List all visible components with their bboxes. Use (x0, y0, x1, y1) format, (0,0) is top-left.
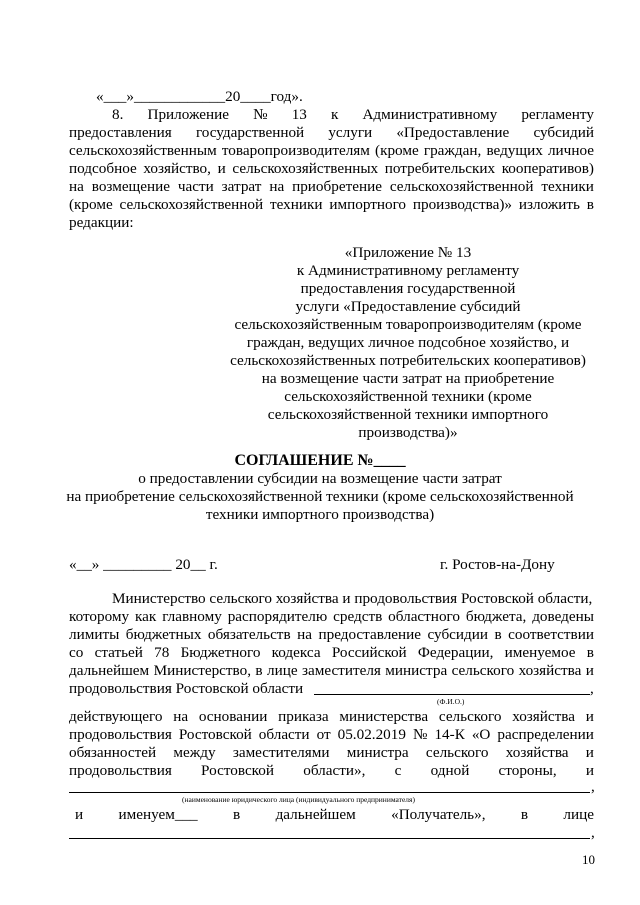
word: в (233, 806, 241, 823)
agreement-city: г. Ростов-на-Дону (440, 556, 555, 573)
word: министерства (339, 708, 429, 725)
appendix-header-line: услуги «Предоставление субсидий (295, 298, 521, 315)
word: лице (266, 662, 298, 679)
word: услуги (328, 124, 373, 141)
word: части (177, 178, 214, 195)
para2-line-2 (69, 726, 594, 744)
fio-blank-line (314, 694, 590, 695)
word: Министерство, (153, 662, 251, 679)
para1-comma: , (590, 680, 594, 697)
word: возмещение (91, 178, 170, 195)
word: личное (547, 142, 594, 159)
word: заместителя (301, 662, 381, 679)
word: в (520, 806, 529, 823)
para2-last-comma: , (591, 824, 595, 841)
word: и (585, 662, 594, 679)
word: со (69, 644, 84, 661)
word: области», (303, 762, 366, 779)
agreement-date: «__» _________ 20__ г. (69, 556, 218, 573)
appendix-header-line: сельскохозяйственной техники (кроме (284, 388, 532, 405)
word: сельскохозяйственной (389, 178, 534, 195)
word: распределении (497, 726, 594, 743)
word: продовольствия (69, 726, 172, 743)
item8-line-4 (69, 160, 594, 178)
word: статьей (94, 644, 143, 661)
word: к (330, 106, 339, 123)
word: сельскохозяйственной (119, 196, 264, 213)
word: Приложение (147, 106, 229, 123)
word: министра (385, 662, 448, 679)
fio-caption: (Ф.И.О.) (437, 697, 465, 706)
word: хозяйства (518, 662, 582, 679)
word: № (253, 106, 268, 123)
word: предоставление (318, 626, 422, 643)
word: Бюджетного (180, 644, 261, 661)
word: № (412, 726, 428, 743)
word: на (269, 178, 285, 195)
entity-blank-line (69, 792, 590, 793)
word: на (173, 708, 189, 725)
word: распорядителю (227, 608, 328, 625)
item8-line-6 (69, 196, 594, 214)
word: Ростовской (178, 726, 252, 743)
word: затрат (221, 178, 262, 195)
appendix-header-line: «Приложение № 13 (344, 244, 472, 261)
appendix-header-line: сельскохозяйственной техники импортного (267, 406, 549, 423)
word: (кроме (69, 196, 113, 213)
word: соответствии (508, 626, 594, 643)
word: хозяйства (512, 708, 576, 725)
word: «О (471, 726, 491, 743)
appendix-header-line: на возмещение части затрат на приобретение (261, 370, 555, 387)
word: потребительских (384, 160, 496, 177)
word: стороны, (498, 762, 557, 779)
word: в (586, 644, 594, 661)
word: кодекса (271, 644, 321, 661)
word: предоставления (69, 124, 172, 141)
word: которому (69, 608, 130, 625)
word: Ростовской (201, 762, 275, 779)
item8-last-line: редакции: (69, 214, 134, 231)
word: дальнейшем (69, 662, 150, 679)
word: техники (541, 178, 594, 195)
word: в (255, 662, 263, 679)
word: сельскохозяйственным (69, 142, 217, 159)
word: обязательств (207, 626, 291, 643)
agreement-subtitle-1: о предоставлении субсидии на возмещение части затрат (138, 470, 502, 487)
word: в (494, 626, 502, 643)
word: министра (346, 744, 409, 761)
para2-line-3 (69, 744, 594, 762)
word: от (316, 726, 331, 743)
word: доведены (532, 608, 594, 625)
word: приказа (278, 708, 329, 725)
word: сельского (451, 662, 515, 679)
agreement-title: СОГЛАШЕНИЕ №____ (234, 452, 406, 469)
para1-line-5 (69, 662, 594, 680)
appendix-header-line: производства)» (358, 424, 458, 441)
para1-line-3 (69, 626, 594, 644)
recipient-line (75, 806, 594, 824)
para1-last-line: продовольствия Ростовской области (69, 680, 304, 697)
word: и (585, 744, 594, 761)
item8-line-1 (112, 106, 594, 124)
word: основании (198, 708, 268, 725)
item8-line-5 (69, 178, 594, 196)
word: (кроме (375, 142, 419, 159)
word: Российской (331, 644, 407, 661)
word: хозяйство, (143, 160, 211, 177)
word: дальнейшем (275, 806, 356, 823)
para2-line-4 (69, 762, 594, 780)
para2-line-1 (69, 708, 594, 726)
agreement-subtitle-3: техники импортного производства) (205, 506, 435, 523)
top-date-line: «___»____________20____год». (96, 88, 303, 105)
word: субсидий (533, 124, 594, 141)
para2-comma: , (591, 778, 595, 795)
word: главному (162, 608, 222, 625)
word: техники (269, 196, 323, 213)
word: государственной (195, 124, 305, 141)
word: изложить (518, 196, 580, 213)
word: 13 (291, 106, 307, 123)
word: 14-К (434, 726, 465, 743)
word: сельского (438, 708, 502, 725)
word: производства)» (412, 196, 512, 213)
item8-line-3 (69, 142, 594, 160)
word: приобретение (292, 178, 382, 195)
word: заместителями (232, 744, 330, 761)
word: и (585, 762, 594, 779)
word: и (75, 806, 84, 823)
para1-first-line: Министерство сельского хозяйства и продовольствия Ростовской области, (112, 590, 593, 607)
word: бюджетных (125, 626, 202, 643)
appendix-header-line: сельскохозяйственных потребительских кооперативов) (230, 352, 586, 369)
word: области (258, 726, 310, 743)
representative-blank-line (69, 838, 590, 839)
page-number: 10 (582, 852, 595, 867)
word: регламенту (521, 106, 594, 123)
word: обязанностей (69, 744, 157, 761)
word: подсобное (69, 160, 137, 177)
word: с (394, 762, 402, 779)
word: областного (388, 608, 460, 625)
appendix-header-line: предоставления государственной (300, 280, 516, 297)
word: лимиты (69, 626, 120, 643)
word: хозяйства (505, 744, 569, 761)
word: одной (430, 762, 470, 779)
item8-line-2 (69, 124, 594, 142)
word: именуем___ (118, 806, 198, 823)
word: импортного (329, 196, 407, 213)
word: товаропроизводителям (221, 142, 370, 159)
entity-caption: (наименование юридического лица (индивидуального предпринимателя) (182, 795, 415, 804)
word: сельскохозяйственных (232, 160, 379, 177)
word: в (586, 196, 594, 213)
appendix-header-line: граждан, ведущих личное подсобное хозяйство, и (246, 334, 570, 351)
word: 78 (154, 644, 170, 661)
agreement-subtitle-2: на приобретение сельскохозяйственной техники (кроме сельскохозяйственной (66, 488, 574, 505)
word: между (173, 744, 216, 761)
word: на (69, 178, 84, 195)
word: Административному (362, 106, 498, 123)
word: действующего (69, 708, 163, 725)
word: и (217, 160, 226, 177)
word: на (297, 626, 312, 643)
word: Федерации, (417, 644, 494, 661)
word: бюджета, (465, 608, 527, 625)
word: субсидии (427, 626, 489, 643)
word: граждан, (423, 142, 482, 159)
appendix-header-line: к Административному регламенту (296, 262, 520, 279)
para1-line-2 (69, 608, 594, 626)
word: именуемое (504, 644, 576, 661)
word: 05.02.2019 (337, 726, 406, 743)
para1-line-4 (69, 644, 594, 662)
word: как (135, 608, 157, 625)
word: средств (333, 608, 383, 625)
word: лице (563, 806, 594, 823)
word: сельского (425, 744, 489, 761)
word: и (585, 708, 594, 725)
word: «Предоставление (396, 124, 510, 141)
word: ведущих (486, 142, 543, 159)
word: 8. (112, 106, 124, 123)
word: кооперативов) (501, 160, 594, 177)
word: продовольствия (69, 762, 172, 779)
appendix-header-line: сельскохозяйственным товаропроизводителям (кроме (234, 316, 582, 333)
word: «Получатель», (391, 806, 486, 823)
